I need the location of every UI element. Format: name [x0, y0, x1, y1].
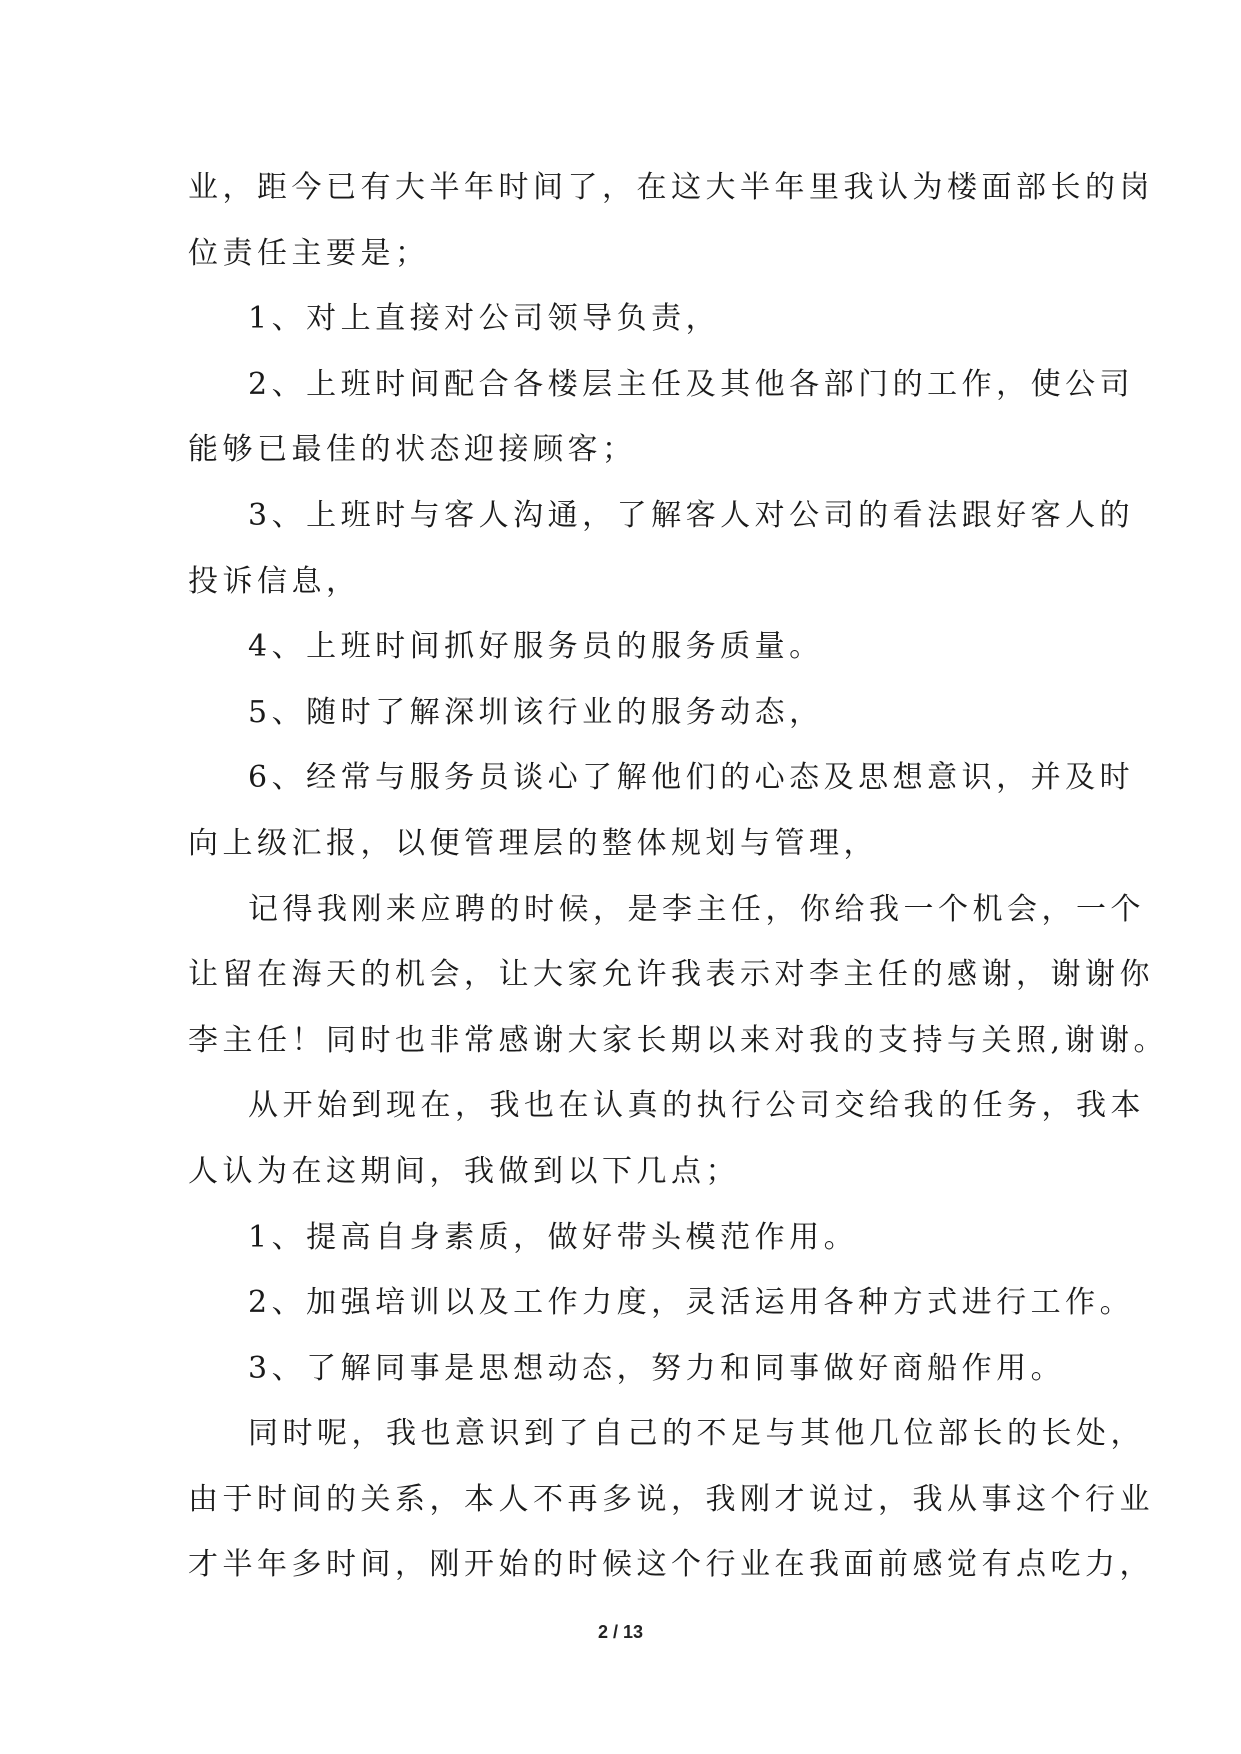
text-line: 李主任！同时也非常感谢大家长期以来对我的支持与关照,谢谢。 [188, 1022, 1169, 1058]
text-line: 能够已最佳的状态迎接顾客； [188, 432, 637, 468]
text-line: 人认为在这期间，我做到以下几点； [188, 1153, 740, 1189]
page-number: 2 / 13 [597, 1622, 644, 1642]
text-line: 3、上班时与客人沟通，了解客人对公司的看法跟好客人的 [248, 497, 1135, 533]
text-line: 同时呢，我也意识到了自己的不足与其他几位部长的长处， [248, 1416, 1145, 1452]
text-line: 1、提高自身素质，做好带头模范作用。 [248, 1219, 859, 1255]
text-line: 由于时间的关系，本人不再多说，我刚才说过，我从事这个行业 [188, 1481, 1154, 1517]
text-line: 投诉信息， [188, 563, 361, 599]
text-line: 业，距今已有大半年时间了，在这大半年里我认为楼面部长的岗 [188, 170, 1154, 205]
text-line: 3、了解同事是思想动态，努力和同事做好商船作用。 [248, 1350, 1066, 1386]
text-line: 从开始到现在，我也在认真的执行公司交给我的任务，我本 [248, 1088, 1145, 1124]
text-line: 才半年多时间，刚开始的时候这个行业在我面前感觉有点吃力， [188, 1547, 1154, 1583]
text-line: 记得我刚来应聘的时候，是李主任，你给我一个机会，一个 [248, 891, 1145, 927]
text-line: 1、对上直接对公司领导负责， [248, 301, 721, 337]
text-line: 6、经常与服务员谈心了解他们的心态及思想意识，并及时 [248, 760, 1135, 796]
text-line: 5、随时了解深圳该行业的服务动态， [248, 694, 824, 730]
text-line: 让留在海天的机会，让大家允许我表示对李主任的感谢，谢谢你 [188, 957, 1154, 993]
text-line: 4、上班时间抓好服务员的服务质量。 [248, 629, 824, 665]
text-line: 位责任主要是； [188, 235, 430, 271]
document-body [188, 155, 1169, 1598]
text-line: 2、上班时间配合各楼层主任及其他各部门的工作，使公司 [248, 366, 1135, 402]
text-line: 向上级汇报，以便管理层的整体规划与管理， [188, 825, 878, 861]
text-line: 2、加强培训以及工作力度，灵活运用各种方式进行工作。 [248, 1285, 1135, 1321]
